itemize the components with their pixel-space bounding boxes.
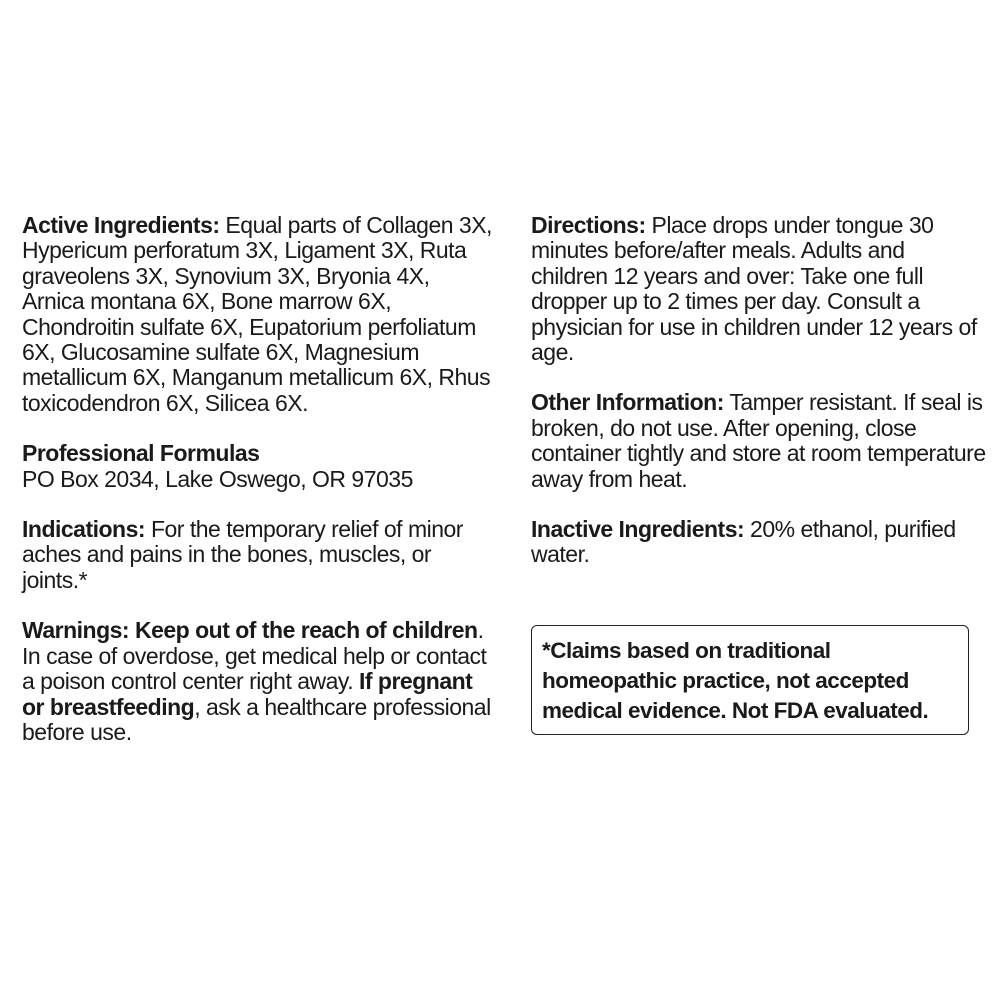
other-information-section — [531, 390, 986, 492]
company-name — [22, 441, 492, 466]
inactive-ingredients-label: Inactive Ingredients: — [531, 516, 745, 543]
company-address: PO Box 2034, Lake Oswego, OR 97035 — [22, 465, 413, 492]
inactive-ingredients-paragraph — [531, 517, 986, 568]
warnings-text-2: , ask a healthcare professional before use. — [22, 693, 491, 745]
directions-text: Place drops under tongue 30 minutes before/after meals. Adults and children 12 years and over: Take one full dropper up to 2 times per day. Consult a physician for use in children under 12 years of age. — [531, 212, 977, 366]
indications-paragraph — [22, 517, 492, 593]
claims-disclaimer-box — [531, 625, 969, 735]
indications-section — [22, 517, 492, 593]
warnings-label: Warnings: Keep out of the reach of children — [22, 617, 478, 644]
directions-label: Directions: — [531, 212, 646, 238]
directions-section — [531, 213, 986, 365]
left-column — [22, 213, 492, 770]
active-ingredients-label: Active Ingredients: — [22, 212, 220, 238]
other-information-label: Other Information: — [531, 389, 724, 416]
active-ingredients-section — [22, 213, 492, 416]
inactive-ingredients-text: 20% ethanol, purified water. — [531, 516, 956, 568]
warnings-text-1: . In case of overdose, get medical help or contact a poison control center right away. — [22, 617, 487, 695]
other-information-text: Tamper resistant. If seal is broken, do not use. After opening, close container tightly and store at room temperature away from heat. — [531, 389, 986, 492]
active-ingredients-text: Equal parts of Collagen 3X, Hypericum perforatum 3X, Ligament 3X, Ruta graveolens 3X, Synovium 3X, Bryonia 4X, Arnica montana 6X, Bone marrow 6X, Chondroitin sulfate 6X, Eupatorium perfoliatum 6X, Glucosamine sulfate 6X, Magnesium metallicum 6X, Manganum metallicum 6X, Rhus toxicodendron 6X, Silicea 6X. — [22, 212, 492, 416]
warnings-pregnancy-label: If pregnant or breastfeeding — [22, 668, 473, 720]
warnings-paragraph — [22, 618, 492, 745]
indications-label: Indications: — [22, 516, 146, 543]
claims-disclaimer-text: *Claims based on traditional homeopathic practice, not accepted medical evidence. Not FDA evaluated. — [542, 638, 929, 723]
active-ingredients-paragraph — [22, 213, 492, 416]
indications-text: For the temporary relief of minor aches and pains in the bones, muscles, or joints.* — [22, 516, 463, 593]
warnings-section — [22, 618, 492, 745]
company-name-text: Professional Formulas — [22, 440, 260, 467]
right-column — [531, 213, 986, 593]
directions-paragraph — [531, 213, 986, 365]
other-information-paragraph — [531, 390, 986, 492]
inactive-ingredients-section — [531, 517, 986, 568]
company-section — [22, 441, 492, 492]
